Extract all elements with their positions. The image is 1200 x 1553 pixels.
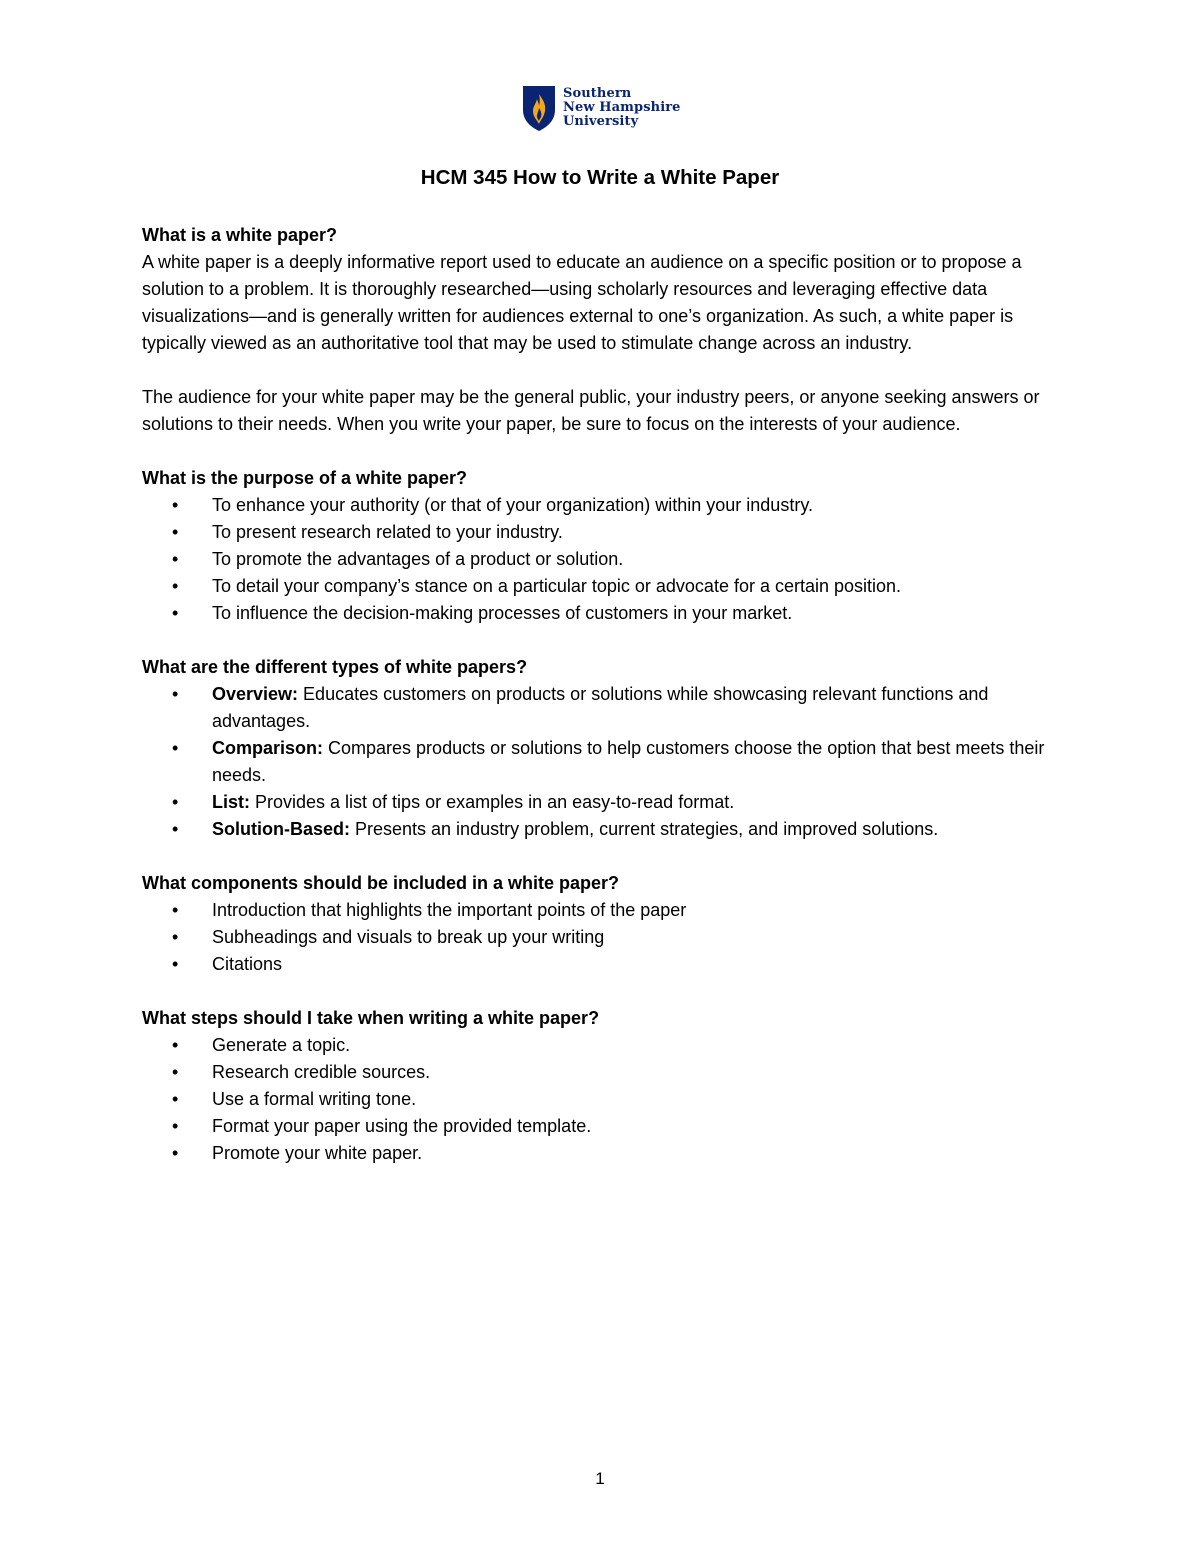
list-item: • Format your paper using the provided template. <box>142 1113 1072 1140</box>
types-list <box>142 681 1072 843</box>
type-term: Comparison: <box>212 738 324 758</box>
bullet: • <box>172 576 179 596</box>
bullet: • <box>172 1116 179 1136</box>
page-number: 1 <box>595 1469 605 1488</box>
bullet: • <box>172 522 179 542</box>
list-item: • Use a formal writing tone. <box>142 1086 1072 1113</box>
heading-steps: What steps should I take when writing a white paper? <box>142 1008 600 1028</box>
heading-purpose: What is the purpose of a white paper? <box>142 468 468 488</box>
bullet: • <box>172 1035 179 1055</box>
list-item: • To detail your company’s stance on a particular topic or advocate for a certain position. <box>142 573 1072 600</box>
list-item: • Comparison: Compares products or solutions to help customers choose the option that best meets their needs. <box>142 735 1072 789</box>
bullet: • <box>172 1143 179 1163</box>
bullet: • <box>172 495 179 515</box>
bullet: • <box>172 954 179 974</box>
list-item: • To promote the advantages of a product or solution. <box>142 546 1072 573</box>
heading-types: What are the different types of white papers? <box>142 657 528 677</box>
type-term: List: <box>212 792 250 812</box>
logo-line-2: New Hampshire <box>563 100 681 115</box>
logo-line-3: University <box>563 114 639 129</box>
list-item: • Overview: Educates customers on products or solutions while showcasing relevant functions and advantages. <box>142 681 1072 735</box>
shield-flame-icon <box>521 84 557 132</box>
heading-what-is: What is a white paper? <box>142 225 338 245</box>
list-item: • To enhance your authority (or that of your organization) within your industry. <box>142 492 1072 519</box>
list-item: • List: Provides a list of tips or examples in an easy-to-read format. <box>142 789 1072 816</box>
paragraph-audience: The audience for your white paper may be the general public, your industry peers, or anyone seeking answers or solutions to their needs. When you write your paper, be sure to focus on the interests of your audience. <box>142 387 1040 434</box>
bullet: • <box>172 549 179 569</box>
university-logo <box>521 84 681 132</box>
bullet: • <box>172 792 179 812</box>
page-title: HCM 345 How to Write a White Paper <box>420 166 780 189</box>
bullet: • <box>172 1089 179 1109</box>
bullet: • <box>172 603 179 623</box>
bullet: • <box>172 819 179 839</box>
list-item: • Subheadings and visuals to break up your writing <box>142 924 1072 951</box>
paragraph-definition: A white paper is a deeply informative report used to educate an audience on a specific position or to propose a solution to a problem. It is thoroughly researched—using scholarly resources and leveraging effective data visualizations—and is generally written for audiences external to one’s organization. As such, a white paper is typically viewed as an authoritative tool that may be used to stimulate change across an industry. <box>142 252 1022 353</box>
list-item: • Generate a topic. <box>142 1032 1072 1059</box>
document-body <box>142 222 1072 1167</box>
list-item: • Research credible sources. <box>142 1059 1072 1086</box>
steps-list <box>142 1032 1072 1167</box>
type-term: Overview: <box>212 684 299 704</box>
list-item: • Promote your white paper. <box>142 1140 1072 1167</box>
type-term: Solution-Based: <box>212 819 350 839</box>
list-item: • To influence the decision-making processes of customers in your market. <box>142 600 1072 627</box>
purpose-list <box>142 492 1072 627</box>
logo-line-1: Southern <box>563 86 632 101</box>
list-item: • Solution-Based: Presents an industry problem, current strategies, and improved solutions. <box>142 816 1072 843</box>
bullet: • <box>172 900 179 920</box>
list-item: • Introduction that highlights the important points of the paper <box>142 897 1072 924</box>
components-list <box>142 897 1072 978</box>
bullet: • <box>172 684 179 704</box>
heading-components: What components should be included in a white paper? <box>142 873 620 893</box>
list-item: • Citations <box>142 951 1072 978</box>
bullet: • <box>172 927 179 947</box>
list-item: • To present research related to your industry. <box>142 519 1072 546</box>
bullet: • <box>172 1062 179 1082</box>
bullet: • <box>172 738 179 758</box>
